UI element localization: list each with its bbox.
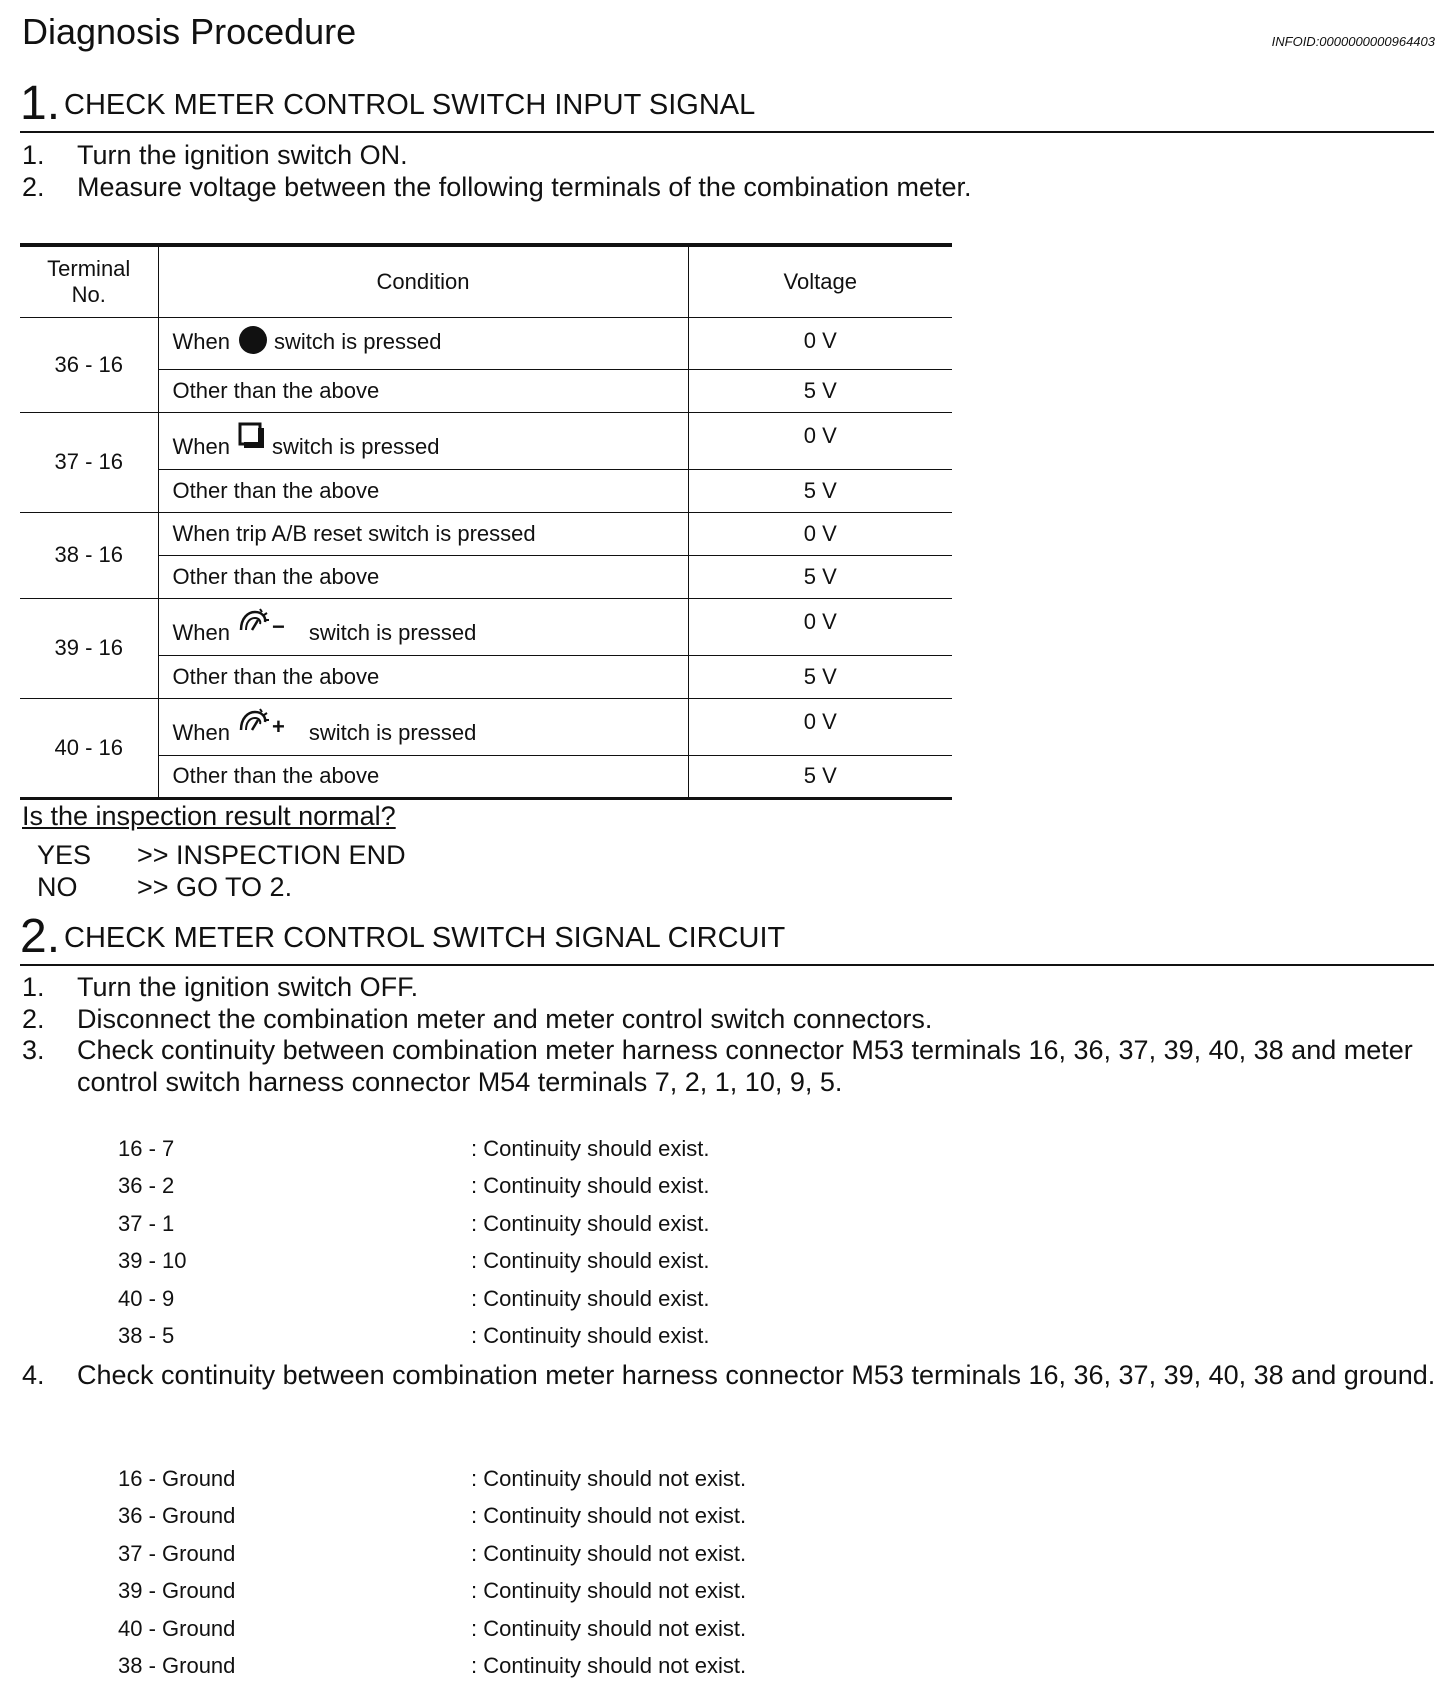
page-title: Diagnosis Procedure xyxy=(22,11,357,52)
illumination-plus-icon xyxy=(238,708,272,740)
table-row xyxy=(20,598,952,655)
spec-row: 38 - Ground : Continuity should not exist. xyxy=(118,1652,747,1678)
terminal-cell: 40 - 16 xyxy=(20,698,158,798)
step-number: 2. xyxy=(20,910,61,963)
condition-cell: When + switch is pressed xyxy=(158,698,688,755)
table-row xyxy=(20,698,952,755)
spec-row: 37 - Ground : Continuity should not exist. xyxy=(118,1540,747,1566)
condition-cell: When switch is pressed xyxy=(158,317,688,369)
condition-cell: When switch is pressed xyxy=(158,412,688,469)
list-item: 1. Turn the ignition switch OFF. xyxy=(22,972,419,1002)
header-voltage: Voltage xyxy=(688,245,952,317)
voltage-cell: 0 V xyxy=(688,317,952,369)
spec-row: 39 - 10 : Continuity should exist. xyxy=(118,1248,710,1274)
voltage-cell: 0 V xyxy=(688,698,952,755)
list-item: 2. Disconnect the combination meter and meter control switch connectors. xyxy=(22,1003,933,1034)
inspection-answers xyxy=(37,840,406,903)
info-id: INFOID:0000000000964403 xyxy=(1271,34,1435,49)
square-switch-icon xyxy=(238,422,266,456)
condition-cell: Other than the above xyxy=(158,555,688,598)
step-2-instruction-4 xyxy=(22,1360,1442,1392)
step-title: CHECK METER CONTROL SWITCH SIGNAL CIRCUIT xyxy=(64,922,786,954)
terminal-cell: 37 - 16 xyxy=(20,412,158,512)
table-row xyxy=(20,369,952,412)
voltage-cell: 0 V xyxy=(688,512,952,555)
spec-row: 37 - 1 : Continuity should exist. xyxy=(118,1210,710,1236)
spec-row: 36 - Ground : Continuity should not exist. xyxy=(118,1503,747,1529)
step-number: 1. xyxy=(20,77,61,130)
table-row xyxy=(20,412,952,469)
condition-cell: Other than the above xyxy=(158,369,688,412)
spec-row: 39 - Ground : Continuity should not exist. xyxy=(118,1578,747,1604)
list-item: 2. Measure voltage between the following terminals of the combination meter. xyxy=(22,171,972,202)
table-row xyxy=(20,512,952,555)
table-row xyxy=(20,555,952,598)
voltage-cell: 5 V xyxy=(688,469,952,512)
step-1-heading xyxy=(20,79,1434,133)
spec-row: 36 - 2 : Continuity should exist. xyxy=(118,1173,710,1199)
header-terminal: Terminal No. xyxy=(20,245,158,317)
illumination-minus-icon xyxy=(238,608,272,640)
spec-row: 40 - 9 : Continuity should exist. xyxy=(118,1285,710,1311)
list-item: 3. Check continuity between combination meter harness connector M53 terminals 16, 36, 37, 39, 40, 38 and meter control switch harness connector M54 terminals 7, 2, 1, 10, 9, 5. xyxy=(22,1035,1413,1097)
terminal-cell: 36 - 16 xyxy=(20,317,158,412)
circle-switch-icon xyxy=(238,325,268,361)
voltage-cell: 0 V xyxy=(688,412,952,469)
table-row xyxy=(20,317,952,369)
condition-cell: Other than the above xyxy=(158,755,688,798)
voltage-cell: 5 V xyxy=(688,555,952,598)
step-title: CHECK METER CONTROL SWITCH INPUT SIGNAL xyxy=(64,89,756,121)
voltage-cell: 5 V xyxy=(688,369,952,412)
table-header-row xyxy=(20,245,952,317)
answer-no: NO >> GO TO 2. xyxy=(37,871,293,902)
condition-cell: When − switch is pressed xyxy=(158,598,688,655)
spec-row: 40 - Ground : Continuity should not exist. xyxy=(118,1615,747,1641)
voltage-cell: 0 V xyxy=(688,598,952,655)
spec-row: 38 - 5 : Continuity should exist. xyxy=(118,1322,710,1348)
terminal-cell: 39 - 16 xyxy=(20,598,158,698)
spec-row: 16 - 7 : Continuity should exist. xyxy=(118,1136,710,1161)
voltage-table xyxy=(20,243,952,800)
terminal-cell: 38 - 16 xyxy=(20,512,158,598)
step-2-instructions xyxy=(22,972,1442,1098)
list-item: 1. Turn the ignition switch ON. xyxy=(22,140,408,170)
voltage-cell: 5 V xyxy=(688,655,952,698)
step-2-heading xyxy=(20,912,1434,966)
inspection-question: Is the inspection result normal? xyxy=(22,801,396,831)
header-condition: Condition xyxy=(158,245,688,317)
continuity-spec-list xyxy=(118,1130,709,1354)
step-1-instructions xyxy=(22,140,1442,203)
condition-cell: Other than the above xyxy=(158,655,688,698)
table-row xyxy=(20,755,952,798)
voltage-cell: 5 V xyxy=(688,755,952,798)
condition-cell: When trip A/B reset switch is pressed xyxy=(158,512,688,555)
spec-row: 16 - Ground : Continuity should not exist. xyxy=(118,1466,747,1491)
condition-cell: Other than the above xyxy=(158,469,688,512)
table-row xyxy=(20,655,952,698)
answer-yes: YES >> INSPECTION END xyxy=(37,840,406,870)
list-item: 4. Check continuity between combination meter harness connector M53 terminals 16, 36, 37, 39, 40, 38 and ground. xyxy=(22,1360,1436,1390)
table-row xyxy=(20,469,952,512)
ground-spec-list xyxy=(118,1460,746,1684)
